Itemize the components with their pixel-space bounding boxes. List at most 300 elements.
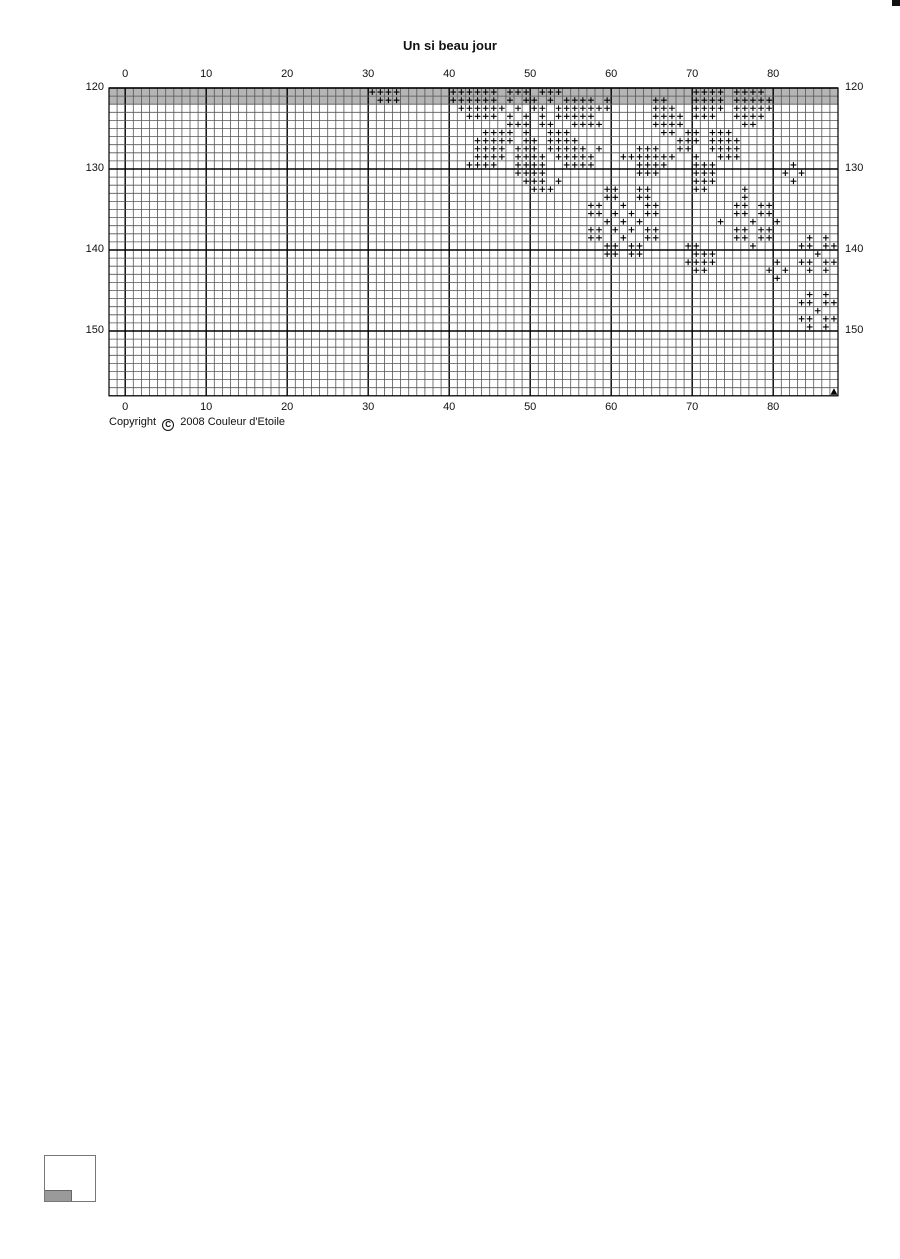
stitch-cross-icon [701,186,707,192]
stitch-cross-icon [718,154,724,160]
stitch-cross-icon [766,105,772,111]
stitch-cross-icon [758,105,764,111]
stitch-cross-icon [693,162,699,168]
stitch-cross-icon [661,113,667,119]
page-title: Un si beau jour [403,38,497,53]
stitch-cross-icon [742,113,748,119]
column-label: 80 [767,401,780,413]
stitch-cross-icon [596,211,602,217]
stitch-cross-icon [661,105,667,111]
stitch-cross-icon [701,259,707,265]
stitch-cross-icon [791,162,797,168]
stitch-cross-icon [523,170,529,176]
stitch-cross-icon [799,259,805,265]
stitch-cross-icon [499,154,505,160]
stitch-cross-icon [629,251,635,257]
stitch-cross-icon [661,162,667,168]
stitch-cross-icon [823,300,829,306]
stitch-cross-icon [693,113,699,119]
stitch-cross-icon [580,162,586,168]
stitch-cross-icon [645,235,651,241]
stitch-cross-icon [612,227,618,233]
stitch-cross-icon [499,130,505,136]
stitch-cross-icon [515,154,521,160]
stitch-cross-icon [766,267,772,273]
stitch-cross-icon [556,146,562,152]
column-label: 20 [281,68,294,80]
stitch-cross-icon [539,178,545,184]
stitch-cross-icon [661,154,667,160]
stitch-cross-icon [823,259,829,265]
stitch-cross-icon [531,146,537,152]
stitch-cross-icon [588,122,594,128]
stitch-cross-icon [774,259,780,265]
stitch-cross-icon [653,162,659,168]
stitch-cross-icon [491,162,497,168]
stitch-cross-icon [718,105,724,111]
stitch-cross-icon [653,122,659,128]
stitch-cross-icon [742,203,748,209]
stitch-cross-icon [685,243,691,249]
stitch-cross-icon [637,170,643,176]
stitch-cross-icon [645,186,651,192]
stitch-cross-icon [693,267,699,273]
stitch-cross-icon [483,105,489,111]
copyright-text: 2008 Couleur d'Etoile [180,416,286,428]
stitch-cross-icon [710,259,716,265]
stitch-cross-icon [701,178,707,184]
column-label: 50 [524,401,537,413]
stitch-cross-icon [685,146,691,152]
stitch-cross-icon [596,227,602,233]
stitch-cross-icon [742,105,748,111]
stitch-cross-icon [475,146,481,152]
stitch-cross-icon [766,235,772,241]
stitch-cross-icon [742,122,748,128]
stitch-cross-icon [766,227,772,233]
stitch-cross-icon [539,170,545,176]
stitch-cross-icon [653,146,659,152]
stitch-cross-icon [523,122,529,128]
stitch-cross-icon [588,235,594,241]
stitch-cross-icon [807,292,813,298]
stitch-cross-icon [823,316,829,322]
stitch-cross-icon [791,178,797,184]
stitch-cross-icon [799,300,805,306]
stitch-cross-icon [750,113,756,119]
stitch-cross-icon [653,113,659,119]
stitch-cross-icon [564,138,570,144]
stitch-cross-icon [661,130,667,136]
stitch-cross-icon [710,138,716,144]
stitch-cross-icon [515,122,521,128]
stitch-cross-icon [701,251,707,257]
stitch-cross-icon [588,162,594,168]
stitch-cross-icon [637,219,643,225]
stitch-cross-icon [645,203,651,209]
column-label: 80 [767,68,780,80]
stitch-cross-icon [766,203,772,209]
stitch-cross-icon [637,162,643,168]
stitch-cross-icon [507,138,513,144]
stitch-cross-icon [531,138,537,144]
copyright-icon: C [162,419,174,431]
stitch-cross-icon [531,186,537,192]
stitch-cross-icon [572,122,578,128]
stitch-cross-icon [596,146,602,152]
stitch-cross-icon [693,259,699,265]
stitch-cross-icon [637,251,643,257]
stitch-cross-icon [588,227,594,233]
stitch-cross-icon [483,113,489,119]
column-label: 10 [200,401,213,413]
stitch-cross-icon [572,162,578,168]
row-label-right: 140 [845,243,864,255]
stitch-cross-icon [645,146,651,152]
stitch-cross-icon [629,154,635,160]
stitch-cross-icon [629,211,635,217]
stitch-cross-icon [742,227,748,233]
stitch-cross-icon [620,203,626,209]
stitch-cross-icon [774,275,780,281]
stitch-cross-icon [637,146,643,152]
stitch-cross-icon [677,138,683,144]
row-label-left: 130 [85,162,104,174]
stitch-cross-icon [750,219,756,225]
stitch-cross-icon [491,105,497,111]
column-label: 0 [122,68,129,80]
stitch-cross-icon [669,130,675,136]
stitch-cross-icon [645,170,651,176]
stitch-cross-icon [750,105,756,111]
stitch-cross-icon [693,138,699,144]
stitch-cross-icon [612,243,618,249]
stitch-cross-icon [750,243,756,249]
stitch-cross-icon [734,146,740,152]
stitch-cross-icon [653,235,659,241]
stitch-cross-icon [823,243,829,249]
stitch-cross-icon [685,130,691,136]
stitch-cross-icon [799,243,805,249]
stitch-cross-icon [588,113,594,119]
stitch-cross-icon [629,243,635,249]
stitch-cross-icon [815,251,821,257]
stitch-cross-icon [758,227,764,233]
stitch-cross-icon [718,130,724,136]
stitch-cross-icon [726,130,732,136]
stitch-cross-icon [548,146,554,152]
stitch-cross-icon [620,154,626,160]
stitch-cross-icon [564,113,570,119]
stitch-cross-icon [807,259,813,265]
stitch-cross-icon [742,211,748,217]
stitch-cross-icon [612,186,618,192]
column-label: 60 [605,68,618,80]
column-label: 40 [443,401,456,413]
column-label: 70 [686,68,699,80]
copyright-prefix: Copyright [109,416,157,428]
stitch-cross-icon [564,130,570,136]
stitch-cross-icon [807,267,813,273]
stitch-cross-icon [491,113,497,119]
column-label: 30 [362,401,375,413]
stitch-cross-icon [467,162,473,168]
stitch-cross-icon [734,235,740,241]
stitch-cross-icon [807,300,813,306]
stitch-cross-icon [807,316,813,322]
stitch-cross-icon [556,113,562,119]
stitch-cross-icon [523,146,529,152]
stitch-cross-icon [782,267,788,273]
stitch-cross-icon [799,170,805,176]
stitch-cross-icon [710,146,716,152]
stitch-cross-icon [507,122,513,128]
stitch-cross-icon [718,138,724,144]
stitch-cross-icon [661,122,667,128]
stitch-cross-icon [572,138,578,144]
stitch-cross-icon [701,113,707,119]
stitch-cross-icon [604,219,610,225]
stitch-cross-icon [734,105,740,111]
stitch-cross-icon [831,259,837,265]
stitch-cross-icon [734,227,740,233]
stitch-cross-icon [734,211,740,217]
stitch-cross-icon [564,154,570,160]
stitch-cross-icon [807,324,813,330]
stitch-cross-icon [556,178,562,184]
stitch-cross-icon [693,154,699,160]
center-marker-triangle-icon [830,388,837,395]
column-label: 10 [200,68,213,80]
stitch-cross-icon [774,219,780,225]
page-position-highlight [45,1190,72,1201]
stitch-cross-icon [515,105,521,111]
stitch-cross-icon [515,146,521,152]
column-label: 70 [686,401,699,413]
stitch-cross-icon [596,235,602,241]
stitch-cross-icon [612,194,618,200]
stitch-cross-icon [718,146,724,152]
stitch-cross-icon [831,243,837,249]
stitch-cross-icon [556,154,562,160]
stitch-cross-icon [685,138,691,144]
stitch-cross-icon [669,105,675,111]
stitch-cross-icon [475,113,481,119]
stitch-cross-icon [710,162,716,168]
stitch-cross-icon [653,105,659,111]
stitch-cross-icon [548,186,554,192]
stitch-cross-icon [580,154,586,160]
stitch-cross-icon [483,130,489,136]
stitch-cross-icon [523,154,529,160]
stitch-cross-icon [669,122,675,128]
stitch-cross-icon [523,113,529,119]
stitch-cross-icon [507,113,513,119]
stitch-cross-icon [693,251,699,257]
stitch-cross-icon [620,235,626,241]
stitch-cross-icon [523,178,529,184]
stitch-cross-icon [693,105,699,111]
stitch-cross-icon [742,186,748,192]
stitch-cross-icon [539,154,545,160]
stitch-cross-icon [645,162,651,168]
stitch-cross-icon [629,227,635,233]
stitch-cross-icon [742,194,748,200]
stitch-cross-icon [531,170,537,176]
stitch-cross-icon [701,267,707,273]
row-label-right: 130 [845,162,864,174]
stitch-cross-icon [531,178,537,184]
stitch-cross-icon [531,162,537,168]
stitch-cross-icon [572,113,578,119]
stitch-cross-icon [823,324,829,330]
stitch-cross-icon [653,211,659,217]
stitch-cross-icon [491,138,497,144]
stitch-cross-icon [467,113,473,119]
stitch-cross-icon [556,105,562,111]
stitch-cross-icon [491,130,497,136]
column-label: 0 [122,401,129,413]
stitch-cross-icon [548,130,554,136]
stitch-cross-icon [669,113,675,119]
stitch-cross-icon [645,227,651,233]
stitch-cross-icon [710,178,716,184]
stitch-cross-icon [604,105,610,111]
stitch-cross-icon [653,154,659,160]
stitch-cross-icon [612,251,618,257]
stitch-cross-icon [588,203,594,209]
stitch-cross-icon [758,235,764,241]
stitch-cross-icon [701,162,707,168]
stitch-cross-icon [693,130,699,136]
stitch-cross-icon [653,170,659,176]
stitch-cross-icon [483,146,489,152]
stitch-cross-icon [637,154,643,160]
stitch-cross-icon [483,138,489,144]
page-position-thumbnail [44,1155,96,1202]
stitch-cross-icon [726,138,732,144]
stitch-cross-icon [734,113,740,119]
stitch-cross-icon [685,259,691,265]
stitch-cross-icon [580,122,586,128]
column-label: 20 [281,401,294,413]
stitch-cross-icon [588,211,594,217]
stitch-cross-icon [637,194,643,200]
stitch-cross-icon [564,105,570,111]
stitch-cross-icon [572,105,578,111]
stitch-cross-icon [823,267,829,273]
stitch-cross-icon [604,251,610,257]
stitch-cross-icon [539,186,545,192]
stitch-cross-icon [539,113,545,119]
stitch-cross-icon [523,162,529,168]
stitch-cross-icon [499,138,505,144]
stitch-cross-icon [693,243,699,249]
stitch-cross-icon [491,154,497,160]
stitch-cross-icon [677,122,683,128]
stitch-cross-icon [758,211,764,217]
row-label-right: 150 [845,324,864,336]
stitch-cross-icon [807,235,813,241]
stitch-cross-icon [750,122,756,128]
stitch-cross-icon [475,162,481,168]
stitch-cross-icon [612,211,618,217]
stitch-cross-icon [523,138,529,144]
stitch-cross-icon [515,170,521,176]
stitch-cross-icon [604,194,610,200]
stitch-cross-icon [782,170,788,176]
stitch-cross-icon [556,138,562,144]
stitch-cross-icon [604,243,610,249]
stitch-cross-icon [491,146,497,152]
stitch-cross-icon [539,122,545,128]
stitch-cross-icon [572,154,578,160]
stitch-cross-icon [531,154,537,160]
stitch-cross-icon [483,162,489,168]
stitch-cross-icon [499,105,505,111]
stitch-cross-icon [758,113,764,119]
stitch-cross-icon [710,113,716,119]
stitch-cross-icon [572,146,578,152]
stitch-cross-icon [637,186,643,192]
stitch-cross-icon [475,138,481,144]
stitch-cross-icon [645,154,651,160]
stitch-cross-icon [701,170,707,176]
stitch-cross-icon [564,162,570,168]
stitch-cross-icon [831,300,837,306]
stitch-cross-icon [645,194,651,200]
stitch-cross-icon [604,186,610,192]
row-label-right: 120 [845,81,864,93]
stitch-cross-icon [458,105,464,111]
row-label-left: 120 [85,81,104,93]
stitch-cross-icon [475,154,481,160]
stitch-cross-icon [580,105,586,111]
column-label: 50 [524,68,537,80]
stitch-cross-icon [693,178,699,184]
stitch-cross-icon [653,203,659,209]
stitch-cross-icon [620,219,626,225]
stitch-cross-icon [693,186,699,192]
stitch-cross-icon [596,203,602,209]
stitch-cross-icon [718,219,724,225]
stitch-cross-icon [766,211,772,217]
stitch-cross-icon [710,130,716,136]
stitch-cross-icon [475,105,481,111]
stitch-cross-icon [523,130,529,136]
stitch-cross-icon [580,146,586,152]
stitch-cross-icon [677,113,683,119]
stitch-cross-icon [823,235,829,241]
stitch-cross-icon [596,105,602,111]
stitch-cross-icon [645,211,651,217]
stitch-cross-icon [734,154,740,160]
column-label: 60 [605,401,618,413]
stitch-cross-icon [467,105,473,111]
stitch-cross-icon [742,235,748,241]
stitch-cross-icon [734,203,740,209]
stitch-cross-icon [734,138,740,144]
stitch-cross-icon [556,130,562,136]
copyright-notice [109,416,285,431]
stitch-cross-icon [499,146,505,152]
row-label-left: 140 [85,243,104,255]
stitch-cross-icon [653,227,659,233]
stitch-cross-icon [710,105,716,111]
stitch-cross-icon [588,105,594,111]
row-label-left: 150 [85,324,104,336]
stitch-cross-icon [483,154,489,160]
